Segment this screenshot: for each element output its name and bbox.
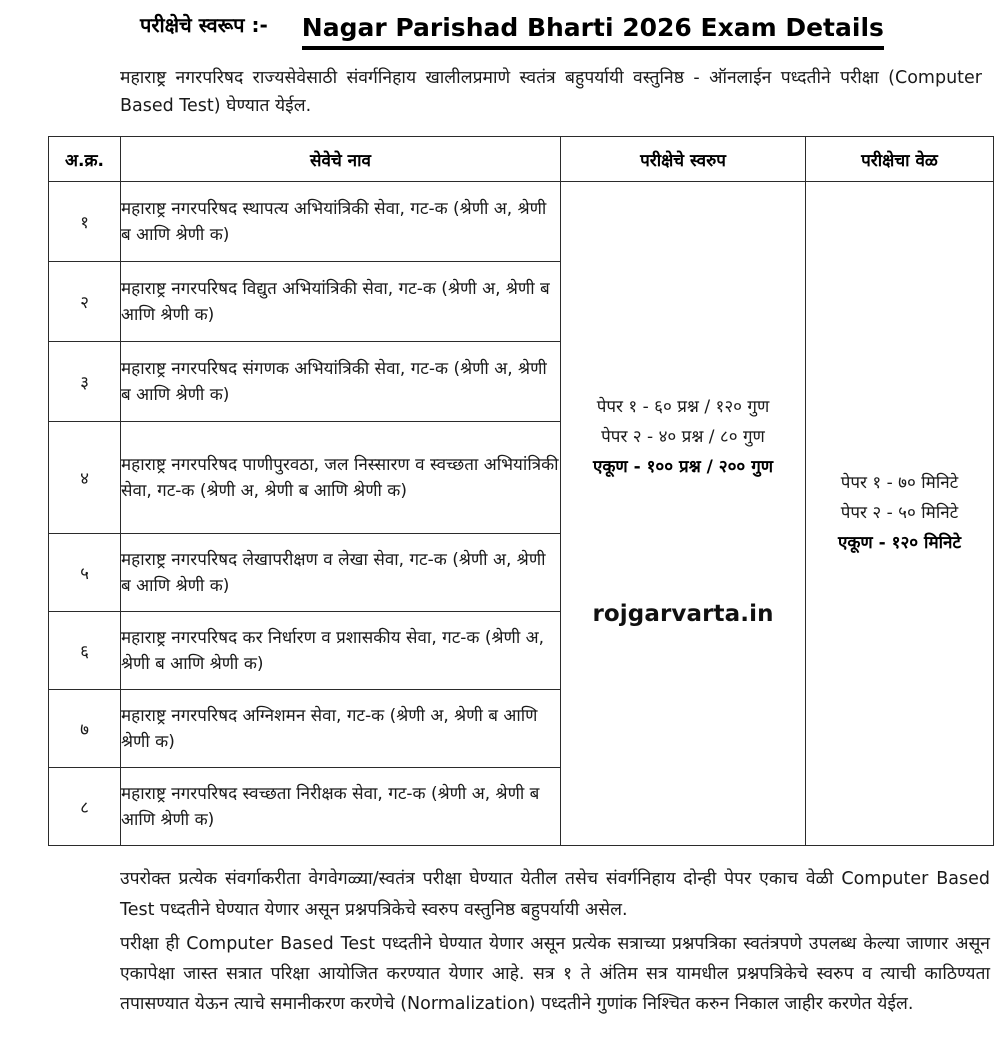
pattern-paper-1: पेपर १ - ६० प्रश्न / १२० गुण <box>596 397 770 418</box>
cell-serial: ४ <box>49 422 121 534</box>
notes-section <box>120 864 990 1018</box>
time-paper-2: पेपर २ - ५० मिनिटे <box>840 503 959 524</box>
cell-service: महाराष्ट्र नगरपरिषद स्वच्छता निरीक्षक सेवा, गट-क (श्रेणी अ, श्रेणी ब आणि श्रेणी क) <box>121 768 561 846</box>
time-total: एकूण - १२० मिनिटे <box>837 532 962 553</box>
cell-service: महाराष्ट्र नगरपरिषद पाणीपुरवठा, जल निस्सारण व स्वच्छता अभियांत्रिकी सेवा, गट-क (श्रेणी अ, श्रेणी ब आणि श्रेणी क) <box>121 422 561 534</box>
column-header-serial: अ.क्र. <box>49 137 121 182</box>
cell-serial: २ <box>49 262 121 342</box>
column-header-pattern: परीक्षेचे स्वरुप <box>561 137 806 182</box>
table-row <box>49 182 994 262</box>
cell-service: महाराष्ट्र नगरपरिषद संगणक अभियांत्रिकी सेवा, गट-क (श्रेणी अ, श्रेणी ब आणि श्रेणी क) <box>121 342 561 422</box>
cell-serial: ३ <box>49 342 121 422</box>
pattern-total: एकूण - १०० प्रश्न / २०० गुण <box>592 456 774 477</box>
column-header-time: परीक्षेचा वेळ <box>806 137 994 182</box>
cell-service: महाराष्ट्र नगरपरिषद विद्युत अभियांत्रिकी सेवा, गट-क (श्रेणी अ, श्रेणी ब आणि श्रेणी क) <box>121 262 561 342</box>
cell-exam-time <box>806 182 994 846</box>
exam-details-table <box>48 136 994 846</box>
note-paragraph-2: परीक्षा ही Computer Based Test पध्दतीने घेण्यात येणार असून प्रत्येक सत्राच्या प्रश्नपत्रिका स्वतंत्रपणे उपलब्ध केल्या जाणार असून एकापेक्षा जास्त सत्रात परिक्षा आयोजित करण्यात येणार आहे. सत्र १ ते अंतिम सत्र यामधील प्रश्नपत्रिकेचे स्वरुप व त्याची काठिण्यता तपासण्यात येऊन त्याचे समानीकरण करणेचे (Normalization) पध्दतीने गुणांक निश्चित करुन निकाल जाहीर करणेत येईल. <box>120 933 990 1014</box>
exam-pattern-block <box>561 393 805 635</box>
site-watermark: rojgarvarta.in <box>592 601 774 628</box>
document-header <box>0 0 996 50</box>
cell-service: महाराष्ट्र नगरपरिषद कर निर्धारण व प्रशासकीय सेवा, गट-क (श्रेणी अ, श्रेणी ब आणि श्रेणी क) <box>121 612 561 690</box>
exam-table-container <box>48 136 993 846</box>
section-heading: परीक्षेचे स्वरूप :- <box>140 13 268 37</box>
column-header-service: सेवेचे नाव <box>121 137 561 182</box>
cell-serial: १ <box>49 182 121 262</box>
intro-paragraph: महाराष्ट्र नगरपरिषद राज्यसेवेसाठी संवर्गनिहाय खालीलप्रमाणे स्वतंत्र बहुपर्यायी वस्तुनिष्ठ - ऑनलाईन पध्दतीने परीक्षा (Computer Based Test) घेण्यात येईल. <box>120 67 982 117</box>
cell-exam-pattern <box>561 182 806 846</box>
cell-service: महाराष्ट्र नगरपरिषद अग्निशमन सेवा, गट-क (श्रेणी अ, श्रेणी ब आणि श्रेणी क) <box>121 690 561 768</box>
pattern-paper-2: पेपर २ - ४० प्रश्न / ८० गुण <box>601 426 765 447</box>
exam-time-block <box>806 469 993 558</box>
time-paper-1: पेपर १ - ७० मिनिटे <box>840 473 959 494</box>
cell-serial: ५ <box>49 534 121 612</box>
cell-service: महाराष्ट्र नगरपरिषद स्थापत्य अभियांत्रिकी सेवा, गट-क (श्रेणी अ, श्रेणी ब आणि श्रेणी क) <box>121 182 561 262</box>
cell-service: महाराष्ट्र नगरपरिषद लेखापरीक्षण व लेखा सेवा, गट-क (श्रेणी अ, श्रेणी ब आणि श्रेणी क) <box>121 534 561 612</box>
cell-serial: ८ <box>49 768 121 846</box>
note-paragraph-1: उपरोक्त प्रत्येक संवर्गाकरीता वेगवेगळ्या/स्वतंत्र परीक्षा घेण्यात येतील तसेच संवर्गनिहाय दोन्ही पेपर एकाच वेळी Computer Based Test पध्दतीने घेण्यात येणार असून प्रश्नपत्रिकेचे स्वरुप वस्तुनिष्ठ बहुपर्यायी असेल. <box>120 869 990 920</box>
table-header-row <box>49 137 994 182</box>
page-title: Nagar Parishad Bharti 2026 Exam Details <box>302 14 884 50</box>
cell-serial: ६ <box>49 612 121 690</box>
cell-serial: ७ <box>49 690 121 768</box>
